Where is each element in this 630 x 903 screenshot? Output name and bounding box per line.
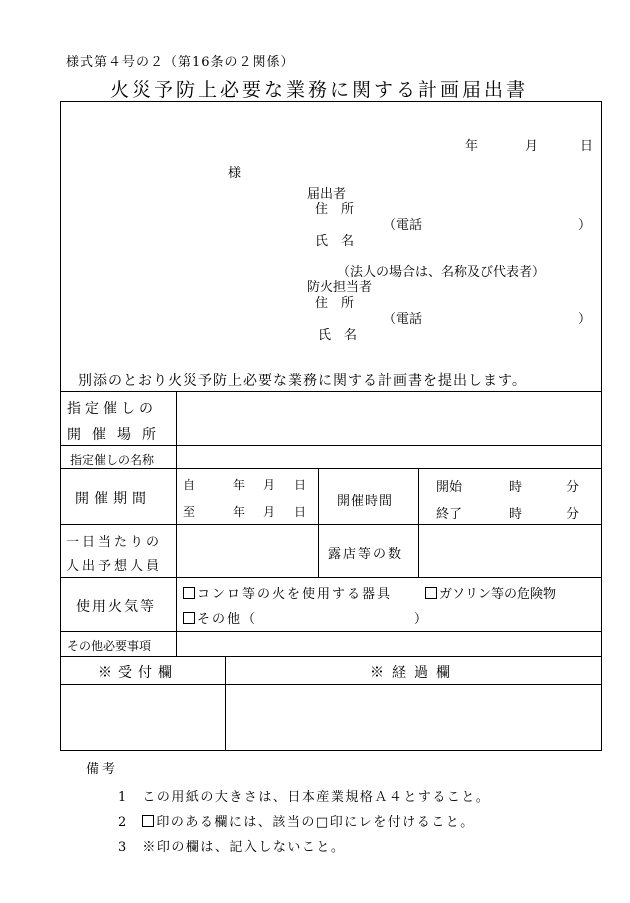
- to-month: 月: [263, 505, 276, 519]
- attendance-label-1: 一日当たりの: [66, 535, 163, 550]
- fire-use-label: 使用火気等: [76, 599, 156, 615]
- fire-manager-label: 防火担当者: [307, 280, 373, 295]
- option-gasoline[interactable]: ガソリン等の危険物: [425, 583, 556, 602]
- attendance-label-2: 人出予想人員: [66, 559, 163, 574]
- event-name-label: 指定催しの名称: [70, 453, 155, 467]
- addressee-label: 様: [228, 166, 242, 181]
- note-text: ※印の欄は、記入しないこと。: [142, 840, 346, 855]
- col-divider: [176, 391, 177, 656]
- notes-heading: 備考: [86, 762, 119, 777]
- tel-label: （電話: [383, 218, 423, 233]
- tel-label-2: （電話: [383, 312, 423, 327]
- other-matters-label: その他必要事項: [67, 639, 152, 653]
- corp-note: （法人の場合は、名称及び代表者）: [337, 265, 546, 280]
- period-label: 開催期間: [75, 491, 151, 507]
- from-day: 日: [294, 478, 307, 492]
- checkbox-gasoline[interactable]: [425, 587, 437, 599]
- notifier-label: 届出者: [307, 187, 347, 202]
- note-num: 1: [118, 790, 127, 805]
- start-minute: 分: [566, 480, 580, 495]
- row-divider: [60, 684, 602, 685]
- row-divider: [60, 524, 602, 525]
- to-day: 日: [294, 505, 307, 519]
- option-stove[interactable]: コンロ等の火を使用する器具: [183, 583, 392, 602]
- row-divider: [60, 631, 602, 632]
- tel-close-2: ）: [578, 312, 592, 327]
- note-num: 3: [118, 840, 127, 855]
- note-num: 2: [118, 815, 127, 830]
- date-month-label: 月: [525, 139, 539, 154]
- start-label: 開始: [436, 480, 463, 495]
- name-label: 氏 名: [315, 234, 355, 249]
- row-divider: [60, 391, 602, 392]
- address-label: 住 所: [315, 202, 355, 217]
- from-year: 年: [233, 478, 246, 492]
- row-divider: [60, 577, 602, 578]
- end-label: 終了: [436, 507, 463, 522]
- statement: 別添のとおり火災予防上必要な業務に関する計画書を提出します。: [78, 373, 527, 389]
- venue-label-2: 開催場所: [67, 427, 167, 443]
- name-label-2: 氏 名: [318, 328, 358, 343]
- note-item-1: [118, 786, 490, 805]
- hours-label: 開催時間: [337, 494, 394, 509]
- date-year-label: 年: [465, 139, 479, 154]
- address-label-2: 住 所: [315, 296, 355, 311]
- option-other[interactable]: その他（: [183, 608, 257, 627]
- progress-label: ※経過欄: [370, 665, 458, 681]
- option-other-close: ）: [414, 612, 428, 627]
- note-text: 印のある欄には、該当の□印にレを付けること。: [156, 815, 475, 830]
- start-hour: 時: [509, 480, 523, 495]
- to-year: 年: [233, 505, 246, 519]
- col-divider: [418, 468, 419, 577]
- checkbox-other[interactable]: [183, 612, 195, 624]
- end-minute: 分: [566, 507, 580, 522]
- date-day-label: 日: [580, 139, 594, 154]
- note-item-3: [118, 836, 345, 855]
- col-divider: [225, 656, 226, 751]
- reception-label: ※受付欄: [98, 665, 178, 681]
- checkbox-symbol: [142, 815, 154, 827]
- venue-label-1: 指定催しの: [67, 401, 157, 417]
- note-text: この用紙の大きさは、日本産業規格Ａ４とすること。: [142, 790, 491, 805]
- row-divider: [60, 445, 602, 446]
- form-code: 様式第４号の２（第16条の２関係）: [66, 55, 295, 70]
- from-month: 月: [263, 478, 276, 492]
- row-divider: [60, 656, 602, 657]
- from-label: 自: [183, 478, 196, 492]
- row-divider: [60, 468, 602, 469]
- col-divider: [318, 468, 319, 577]
- to-label: 至: [183, 505, 196, 519]
- tel-close: ）: [578, 218, 592, 233]
- checkbox-stove[interactable]: [183, 587, 195, 599]
- stalls-label: 露店等の数: [328, 547, 404, 562]
- end-hour: 時: [509, 507, 523, 522]
- note-item-2: [118, 811, 475, 830]
- form-title: 火災予防上必要な業務に関する計画届出書: [110, 79, 529, 101]
